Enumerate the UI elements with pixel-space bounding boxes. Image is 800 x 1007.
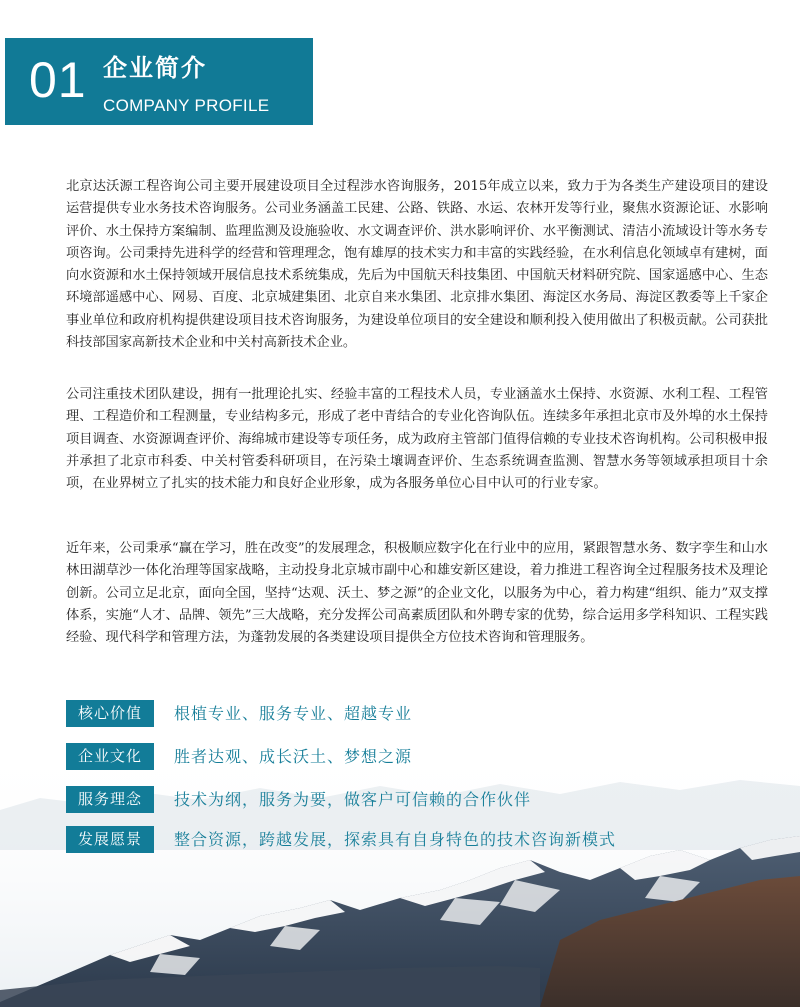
section-header (5, 38, 313, 125)
core-value-label: 核心价值 (66, 700, 154, 727)
team-paragraph: 公司注重技术团队建设，拥有一批理论扎实、经验丰富的工程技术人员，专业涵盖水土保持、水资源、水利工程、工程管理、工程造价和工程测量，专业结构多元，形成了老中青结合的专业化咨询队伍。连续多年承担北京市及外埠的水土保持项目调查、水资源调查评价、海绵城市建设等专项任务，成为政府主管部门值得信赖的专业技术咨询机构。公司积极申报并承担了北京市科委、中关村管委科研项目，在污染土壤调查评价、生态系统调查监测、智慧水务等领域承担项目十余项，在业界树立了扎实的技术能力和良好企业形象，成为各服务单位心目中认可的行业专家。 (66, 387, 768, 492)
vision-label: 发展愿景 (66, 826, 154, 853)
service-label: 服务理念 (66, 786, 154, 813)
section-subtitle: COMPANY PROFILE (103, 96, 270, 115)
culture-text: 胜者达观、成长沃土、梦想之源 (174, 747, 413, 766)
development-paragraph: 近年来，公司秉承“赢在学习，胜在改变”的发展理念，积极顺应数字化在行业中的应用，紧跟智慧水务、数字孪生和山水林田湖草沙一体化治理等国家战略，主动投身北京城市副中心和雄安新区建设，着力推进工程咨询全过程服务技术及理论创新。公司立足北京，面向全国，坚持“达观、沃土、梦之源”的企业文化，以服务为中心，着力构建“组织、能力”双支撑体系，实施“人才、品牌、领先”三大战略，充分发挥公司高素质团队和外聘专家的优势，综合运用多学科知识、工程实践经验、现代科学和管理方法，为蓬勃发展的各类建设项目提供全方位技术咨询和管理服务。 (66, 541, 768, 646)
profile-paragraph: 北京达沃源工程咨询公司主要开展建设项目全过程涉水咨询服务，2015年成立以来，致力于为各类生产建设项目的建设运营提供专业水务技术咨询服务。公司业务涵盖工民建、公路、铁路、水运、农林开发等行业，聚焦水资源论证、水影响评价、水土保持方案编制、监理监测及设施验收、水文调查评价、洪水影响评价、水平衡测试、清洁小流域设计等水务专项咨询。公司秉持先进科学的经营和管理理念，饱有雄厚的技术实力和丰富的实践经验，在水利信息化领域卓有建树，面向水资源和水土保持领域开展信息技术系统集成，先后为中国航天科技集团、中国航天材料研究院、国家遥感中心、生态环境部遥感中心、网易、百度、北京城建集团、北京自来水集团、北京排水集团、海淀区水务局、海淀区教委等上千家企事业单位和政府机构提供建设项目技术咨询服务，为建设单位项目的安全建设和顺利投入使用做出了积极贡献。公司获批科技部国家高新技术企业和中关村高新技术企业。 (66, 179, 768, 351)
vision-text: 整合资源，跨越发展，探索具有自身特色的技术咨询新模式 (174, 830, 617, 849)
mountain-landscape-image (0, 740, 800, 1007)
service-text: 技术为纲，服务为要，做客户可信赖的合作伙伴 (174, 790, 532, 809)
section-number: 01 (29, 52, 87, 108)
culture-label: 企业文化 (66, 743, 154, 770)
core-value-text: 根植专业、服务专业、超越专业 (174, 704, 413, 723)
section-title: 企业简介 (103, 54, 207, 82)
